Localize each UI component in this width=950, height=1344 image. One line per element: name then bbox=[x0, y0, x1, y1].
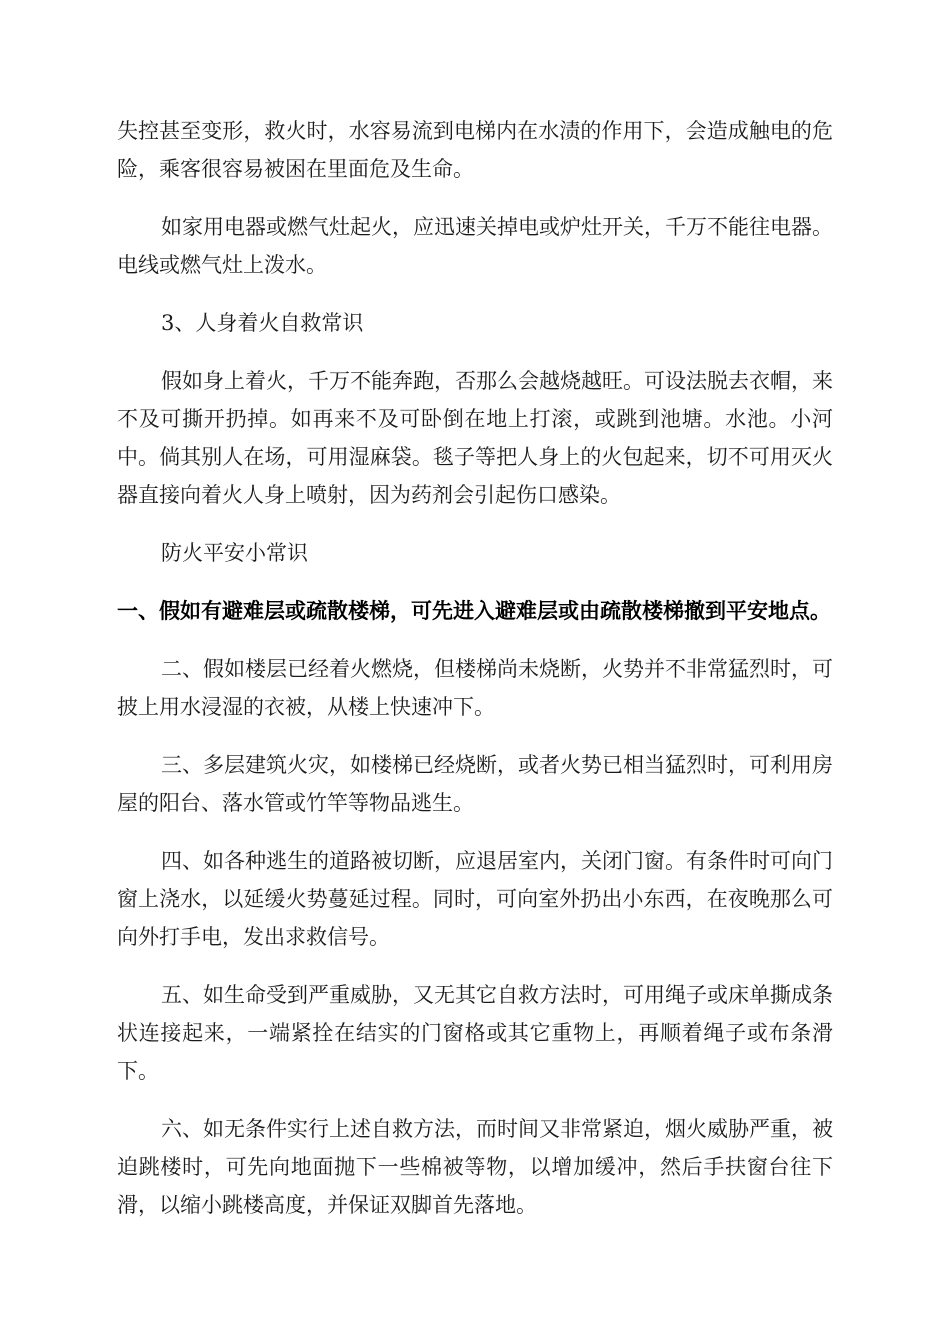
tip-3-balcony-escape: 三、多层建筑火灾，如楼梯已经烧断，或者火势已相当猛烈时，可利用房屋的阳台、落水管或竹竿等物品逃生。 bbox=[117, 753, 833, 815]
heading-body-fire-self-rescue: 3、人身着火自救常识 bbox=[161, 311, 364, 335]
paragraph-body-on-fire: 假如身上着火，千万不能奔跑，否那么会越烧越旺。可设法脱去衣帽，来不及可撕开扔掉。如再来不及可卧倒在地上打滚，或跳到池塘。水池。小河中。倘其别人在场，可用湿麻袋。毯子等把人身上的火包起来，切不可用灭火器直接向着火人身上喷射，因为药剂会引起伤口感染。 bbox=[117, 369, 833, 507]
tip-6-jump-safely: 六、如无条件实行上述自救方法，而时间又非常紧迫，烟火威胁严重，被迫跳楼时，可先向地面抛下一些棉被等物，以增加缓冲，然后手扶窗台往下滑，以缩小跳楼高度，并保证双脚首先落地。 bbox=[117, 1117, 833, 1217]
tip-2-wet-blanket: 二、假如楼层已经着火燃烧，但楼梯尚未烧断，火势并不非常猛烈时，可披上用水浸湿的衣被，从楼上快速冲下。 bbox=[117, 657, 833, 719]
tip-4-stay-indoors: 四、如各种逃生的道路被切断，应退居室内，关闭门窗。有条件时可向门窗上浇水，以延缓火势蔓延过程。同时，可向室外扔出小东西，在夜晚那么可向外打手电，发出求救信号。 bbox=[117, 849, 833, 949]
paragraph-appliance-fire: 如家用电器或燃气灶起火，应迅速关掉电或炉灶开关，千万不能往电器。电线或燃气灶上泼水。 bbox=[117, 215, 833, 277]
heading-fire-safety-tips: 防火平安小常识 bbox=[161, 541, 308, 565]
tip-1-refuge-floor: 一、假如有避难层或疏散楼梯，可先进入避难层或由疏散楼梯撤到平安地点。 bbox=[117, 599, 831, 623]
document-body bbox=[117, 112, 833, 1244]
paragraph-elevator-danger: 失控甚至变形，救火时，水容易流到电梯内在水渍的作用下，会造成触电的危险，乘客很容易被困在里面危及生命。 bbox=[117, 119, 833, 181]
tip-5-rope-escape: 五、如生命受到严重威胁，又无其它自救方法时，可用绳子或床单撕成条状连接起来，一端紧拴在结实的门窗格或其它重物上，再顺着绳子或布条滑下。 bbox=[117, 983, 833, 1083]
